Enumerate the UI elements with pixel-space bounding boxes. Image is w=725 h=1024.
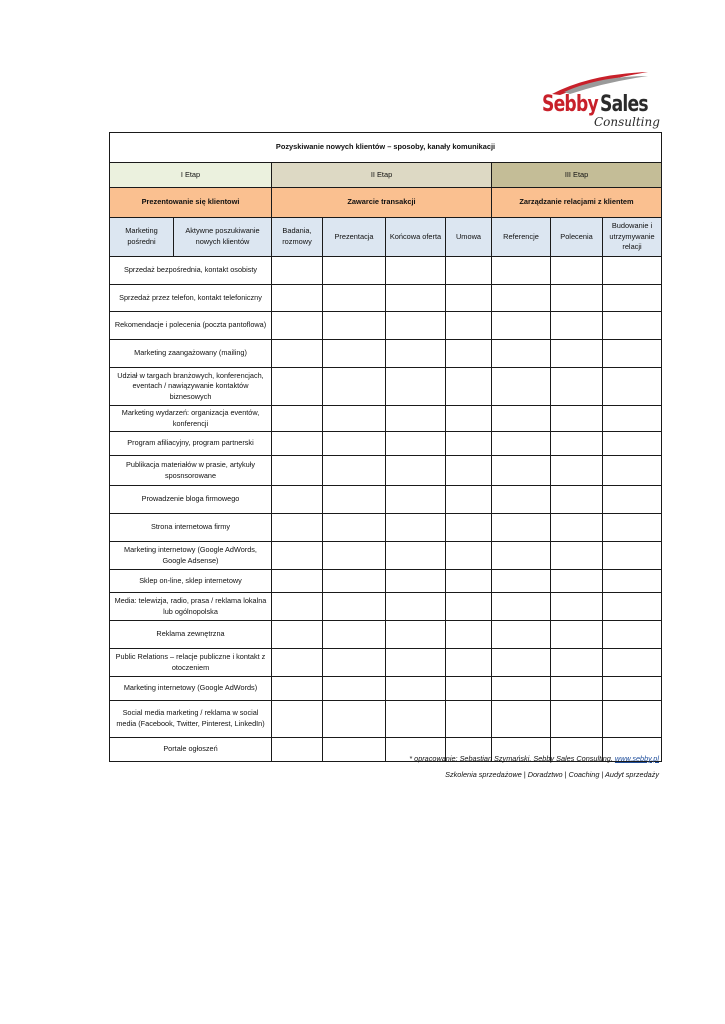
row-label: Program afiliacyjny, program partnerski — [110, 432, 272, 456]
table-cell[interactable] — [446, 649, 492, 677]
table-cell[interactable] — [603, 340, 662, 368]
table-cell[interactable] — [492, 312, 551, 340]
table-cell[interactable] — [603, 285, 662, 312]
table-cell[interactable] — [323, 257, 386, 285]
table-row — [110, 456, 662, 486]
table-row — [110, 340, 662, 368]
table-cell[interactable] — [272, 456, 323, 486]
table-cell[interactable] — [551, 621, 603, 649]
row-label: Marketing internetowy (Google AdWords, Google Adsense) — [110, 542, 272, 570]
table-cell[interactable] — [603, 621, 662, 649]
table-cell[interactable] — [386, 701, 446, 738]
table-cell[interactable] — [492, 701, 551, 738]
etap-1-header: I Etap — [110, 163, 272, 188]
table-cell[interactable] — [272, 432, 323, 456]
table-cell[interactable] — [492, 368, 551, 406]
table-cell[interactable] — [551, 285, 603, 312]
company-logo — [538, 70, 660, 132]
table-cell[interactable] — [603, 368, 662, 406]
table-cell[interactable] — [272, 649, 323, 677]
table-cell[interactable] — [603, 456, 662, 486]
table-cell[interactable] — [551, 340, 603, 368]
table-cell[interactable] — [272, 312, 323, 340]
source-note-text: * opracowanie: Sebastian Szymański, Sebby Sales Consulting, — [409, 754, 613, 763]
row-label: Public Relations – relacje publiczne i kontakt z otoczeniem — [110, 649, 272, 677]
table-cell[interactable] — [323, 456, 386, 486]
table-cell[interactable] — [386, 621, 446, 649]
table-row — [110, 649, 662, 677]
table-cell[interactable] — [446, 257, 492, 285]
services-tagline: Szkolenia sprzedażowe | Doradztwo | Coaching | Audyt sprzedaży — [445, 770, 659, 779]
table-cell[interactable] — [446, 456, 492, 486]
table-cell[interactable] — [603, 649, 662, 677]
phase-1-header: Prezentowanie się klientowi — [110, 188, 272, 218]
table-cell[interactable] — [603, 542, 662, 570]
table-cell[interactable] — [603, 593, 662, 621]
table-cell[interactable] — [272, 570, 323, 593]
table-row — [110, 593, 662, 621]
table-cell[interactable] — [272, 368, 323, 406]
table-cell[interactable] — [492, 486, 551, 514]
subheader-marketing-posredni: Marketing pośredni — [110, 218, 174, 257]
table-cell[interactable] — [386, 486, 446, 514]
table-cell[interactable] — [603, 677, 662, 701]
table-cell[interactable] — [386, 456, 446, 486]
table-cell[interactable] — [603, 486, 662, 514]
table-cell[interactable] — [492, 570, 551, 593]
table-cell[interactable] — [603, 432, 662, 456]
source-note — [409, 754, 659, 763]
table-cell[interactable] — [603, 570, 662, 593]
table-cell[interactable] — [492, 593, 551, 621]
logo-word-sebby: Sebby — [542, 92, 598, 117]
table-cell[interactable] — [272, 701, 323, 738]
table-cell[interactable] — [551, 542, 603, 570]
table-cell[interactable] — [386, 677, 446, 701]
phase-3-header: Zarządzanie relacjami z klientem — [492, 188, 662, 218]
table-cell[interactable] — [603, 257, 662, 285]
table-row — [110, 285, 662, 312]
table-cell[interactable] — [386, 432, 446, 456]
table-row — [110, 312, 662, 340]
table-cell[interactable] — [323, 593, 386, 621]
table-cell[interactable] — [551, 312, 603, 340]
phase-2-header: Zawarcie transakcji — [272, 188, 492, 218]
table-cell[interactable] — [386, 406, 446, 432]
table-cell[interactable] — [446, 406, 492, 432]
table-cell[interactable] — [323, 486, 386, 514]
table-cell[interactable] — [551, 701, 603, 738]
table-cell[interactable] — [272, 340, 323, 368]
table-cell[interactable] — [492, 406, 551, 432]
website-link[interactable]: www.sebby.pl — [614, 754, 659, 763]
table-cell[interactable] — [603, 701, 662, 738]
row-label: Social media marketing / reklama w social media (Facebook, Twitter, Pinterest, LinkedIn) — [110, 701, 272, 738]
table-cell[interactable] — [446, 432, 492, 456]
communication-channels-table — [109, 132, 662, 762]
table-row — [110, 701, 662, 738]
table-cell[interactable] — [323, 514, 386, 542]
table-cell[interactable] — [446, 514, 492, 542]
table-row — [110, 406, 662, 432]
table-cell[interactable] — [492, 432, 551, 456]
table-cell[interactable] — [492, 542, 551, 570]
table-cell[interactable] — [323, 542, 386, 570]
table-cell[interactable] — [323, 312, 386, 340]
table-cell[interactable] — [323, 285, 386, 312]
table-cell[interactable] — [603, 406, 662, 432]
table-cell[interactable] — [386, 514, 446, 542]
table-cell[interactable] — [492, 649, 551, 677]
row-label: Sprzedaż przez telefon, kontakt telefoniczny — [110, 285, 272, 312]
subheader-badania: Badania, rozmowy — [272, 218, 323, 257]
table-row — [110, 570, 662, 593]
row-label: Sklep on-line, sklep internetowy — [110, 570, 272, 593]
table-cell[interactable] — [323, 340, 386, 368]
logo-word-consulting: Consulting — [594, 115, 660, 129]
table-cell[interactable] — [551, 649, 603, 677]
table-row — [110, 486, 662, 514]
table-cell[interactable] — [272, 542, 323, 570]
table-row — [110, 514, 662, 542]
row-label: Media: telewizja, radio, prasa / reklama lokalna lub ogólnopolska — [110, 593, 272, 621]
row-label: Prowadzenie bloga firmowego — [110, 486, 272, 514]
subheader-umowa: Umowa — [446, 218, 492, 257]
table-cell[interactable] — [272, 677, 323, 701]
table-cell[interactable] — [551, 486, 603, 514]
table-cell[interactable] — [492, 285, 551, 312]
table-cell[interactable] — [551, 514, 603, 542]
table-cell[interactable] — [551, 593, 603, 621]
table-cell[interactable] — [551, 368, 603, 406]
table-cell[interactable] — [603, 514, 662, 542]
table-cell[interactable] — [386, 593, 446, 621]
table-cell[interactable] — [323, 701, 386, 738]
table-cell[interactable] — [492, 456, 551, 486]
table-cell[interactable] — [272, 514, 323, 542]
table-cell[interactable] — [386, 257, 446, 285]
table-cell[interactable] — [446, 593, 492, 621]
table-cell[interactable] — [323, 649, 386, 677]
table-cell[interactable] — [446, 368, 492, 406]
table-cell[interactable] — [446, 701, 492, 738]
subheader-prezentacja: Prezentacja — [323, 218, 386, 257]
table-cell[interactable] — [446, 285, 492, 312]
row-label: Marketing zaangażowany (mailing) — [110, 340, 272, 368]
table-row — [110, 621, 662, 649]
table-cell[interactable] — [386, 285, 446, 312]
table-cell[interactable] — [551, 677, 603, 701]
table-cell[interactable] — [446, 312, 492, 340]
table-cell[interactable] — [492, 257, 551, 285]
table-row — [110, 677, 662, 701]
table-cell[interactable] — [323, 432, 386, 456]
table-cell[interactable] — [551, 570, 603, 593]
subheader-koncowa-oferta: Końcowa oferta — [386, 218, 446, 257]
table-cell[interactable] — [492, 514, 551, 542]
table-cell[interactable] — [386, 368, 446, 406]
table-cell[interactable] — [323, 406, 386, 432]
table-cell[interactable] — [551, 456, 603, 486]
table-cell[interactable] — [386, 312, 446, 340]
row-label: Marketing internetowy (Google AdWords) — [110, 677, 272, 701]
table-cell[interactable] — [603, 312, 662, 340]
subheader-aktywne-poszukiwanie: Aktywne poszukiwanie nowych klientów — [174, 218, 272, 257]
table-cell[interactable] — [323, 738, 386, 762]
table-cell[interactable] — [492, 340, 551, 368]
table-row — [110, 542, 662, 570]
table-cell[interactable] — [386, 340, 446, 368]
table-cell[interactable] — [386, 570, 446, 593]
subheader-referencje: Referencje — [492, 218, 551, 257]
table-cell[interactable] — [323, 368, 386, 406]
table-row — [110, 257, 662, 285]
table-cell[interactable] — [551, 432, 603, 456]
table-cell[interactable] — [446, 570, 492, 593]
table-cell[interactable] — [272, 593, 323, 621]
row-label: Publikacja materiałów w prasie, artykuły sposnsorowane — [110, 456, 272, 486]
table-cell[interactable] — [492, 677, 551, 701]
table-cell[interactable] — [323, 621, 386, 649]
table-cell[interactable] — [272, 486, 323, 514]
etap-3-header: III Etap — [492, 163, 662, 188]
subheader-polecenia: Polecenia — [551, 218, 603, 257]
table-cell[interactable] — [272, 621, 323, 649]
table-cell[interactable] — [272, 738, 323, 762]
table-title: Pozyskiwanie nowych klientów – sposoby, kanały komunikacji — [110, 133, 662, 163]
row-label: Marketing wydarzeń: organizacja eventów, konferencji — [110, 406, 272, 432]
row-label: Rekomendacje i polecenia (poczta pantoflowa) — [110, 312, 272, 340]
table-row — [110, 368, 662, 406]
table-cell[interactable] — [323, 677, 386, 701]
etap-2-header: II Etap — [272, 163, 492, 188]
table-cell[interactable] — [386, 542, 446, 570]
table-cell[interactable] — [446, 486, 492, 514]
table-cell[interactable] — [323, 570, 386, 593]
subheader-budowanie-relacji: Budowanie i utrzymywanie relacji — [603, 218, 662, 257]
table-row — [110, 432, 662, 456]
table-cell[interactable] — [446, 542, 492, 570]
table-cell[interactable] — [272, 257, 323, 285]
row-label: Udział w targach branżowych, konferencjach, eventach / nawiązywanie kontaktów biznesowych — [110, 368, 272, 406]
table-cell[interactable] — [272, 406, 323, 432]
row-label: Strona internetowa firmy — [110, 514, 272, 542]
table-cell[interactable] — [446, 621, 492, 649]
row-label: Sprzedaż bezpośrednia, kontakt osobisty — [110, 257, 272, 285]
table-cell[interactable] — [386, 649, 446, 677]
table-cell[interactable] — [551, 257, 603, 285]
table-cell[interactable] — [446, 677, 492, 701]
table-cell[interactable] — [446, 340, 492, 368]
table-cell[interactable] — [272, 285, 323, 312]
row-label: Portale ogłoszeń — [110, 738, 272, 762]
table-cell[interactable] — [551, 406, 603, 432]
row-label: Reklama zewnętrzna — [110, 621, 272, 649]
table-cell[interactable] — [492, 621, 551, 649]
logo-word-sales: Sales — [600, 92, 648, 117]
